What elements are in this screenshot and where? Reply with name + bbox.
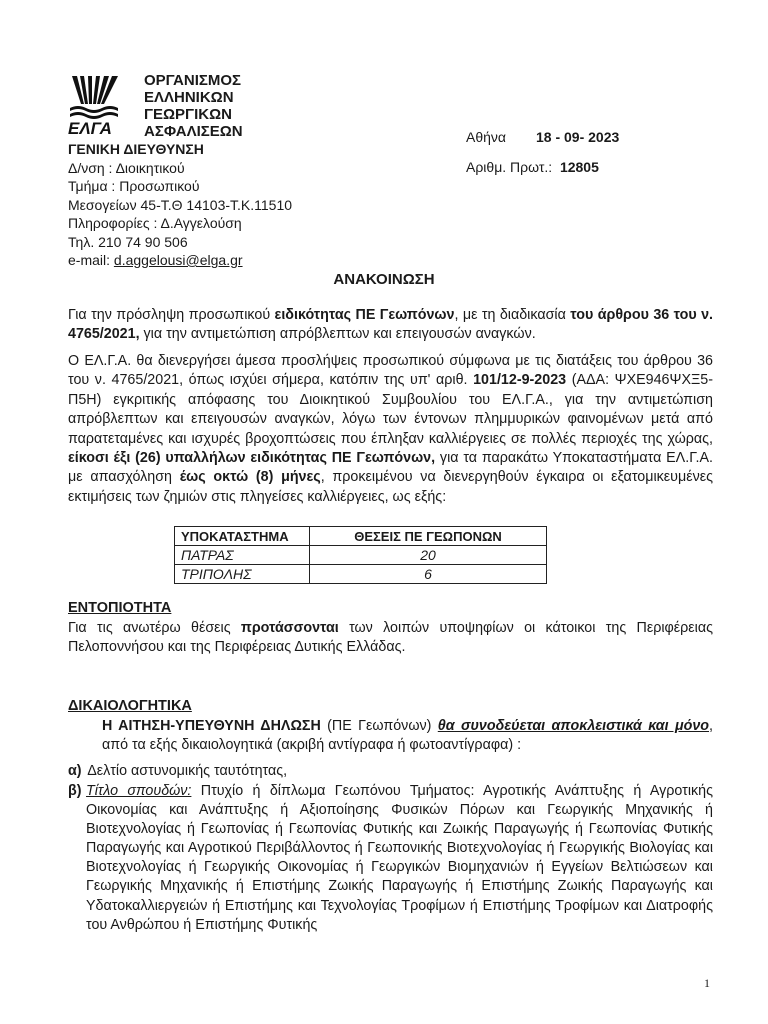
locality-heading: ΕΝΤΟΠΙΟΤΗΤΑ <box>68 600 172 616</box>
elga-logo <box>68 74 126 136</box>
text: Για την πρόσληψη προσωπικού <box>68 307 275 323</box>
date: 18 - 09- 2023 <box>536 129 620 145</box>
email-link[interactable]: d.aggelousi@elga.gr <box>113 252 243 268</box>
phone: Τηλ. 210 74 90 506 <box>68 233 188 250</box>
bold-text: Η ΑΙΤΗΣΗ-ΥΠΕΥΘΥΝΗ ΔΗΛΩΣΗ <box>102 718 321 734</box>
email-label: e-mail: <box>68 252 114 268</box>
documents-heading: ΔΙΚΑΙΟΛΟΓΗΤΙΚΑ <box>68 698 192 714</box>
list-body <box>86 782 713 935</box>
date-protocol <box>466 122 619 182</box>
organization-name <box>144 72 243 140</box>
list-text: Δελτίο αστυνομικής ταυτότητας, <box>87 763 288 779</box>
bold-text: ειδικότητας ΠΕ Γεωπόνων <box>274 307 455 323</box>
list-label: α) <box>68 763 82 779</box>
sender-block <box>68 140 292 270</box>
locality-paragraph <box>68 619 713 658</box>
text: (ΑΔΑ: ΨΧΕ946ΨΧΞ5-Π5Η) εγκριτικής απόφασης του Διοικητικού Συμβουλίου του ΕΛ.Γ.Α., για την αντιμετώπιση απρόβλεπτων και επειγουσών αναγκών, λόγω των έντονων πλημμυρικών φαινομένων μετά από παρατεταμένες και ισχυρές βροχοπτώσεις που έπληξαν καλλιέργειες σε πολλές περιοχές της χώρας, <box>68 372 713 447</box>
list-label: β) <box>68 783 82 799</box>
text: Ο ΕΛ.Γ.Α. θα διενεργήσει άμεσα προσλήψεις προσωπικού σύμφωνα με τις διατάξεις του άρθρου 36 του ν. 4765/2021, όπως ισχύει σήμερα, κατόπιν της υπ' αριθ. <box>68 353 713 389</box>
text: των λοιπών υποψηφίων οι κάτοικοι της Περιφέρειας Πελοποννήσου και της Περιφέρειας Δυτικής Ελλάδας. <box>68 620 713 656</box>
table-header-row <box>175 527 547 546</box>
org-name-line: ΟΡΓΑΝΙΣΜΟΣ <box>144 72 242 89</box>
bold-text: προτάσσονται <box>240 620 339 636</box>
directorate: ΓΕΝΙΚΗ ΔΙΕΥΘΥΝΣΗ <box>68 141 204 157</box>
document-title: ΑΝΑΚΟΙΝΩΣΗ <box>333 271 435 288</box>
documents-intro <box>68 717 713 756</box>
city: Αθήνα <box>466 129 507 145</box>
logo-text: ΕΛΓΑ <box>68 119 112 136</box>
elga-emblem-icon <box>68 74 126 136</box>
body-paragraph <box>68 352 713 507</box>
text: (ΠΕ Γεωπόνων) <box>320 718 438 734</box>
list-text: Πτυχίο ή δίπλωμα Γεωπόνου Τμήματος: Αγροτικής Ανάπτυξης ή Αγροτικής Οικονομίας και Ανάπτυξης ή Αξιοποίησης Φυσικών Πόρων και Γεωργικής Μηχανικής ή Βιοτεχνολογίας ή Γεωπονίας ή Γεωπονίας Φυτικής και Ζωικής Παραγωγής ή Γεωπονίας Φυτικής Παραγωγής και Αγροτικού Περιβάλλοντος ή Γεωπονικής Βιοτεχνολογίας ή Γεωργικής Βιολογίας και Βιοτεχνολογίας ή Γεωργικής Οικονομίας ή Γεωργικών Βιομηχανιών ή Εγγείων Βελτιώσεων και Γεωργικής Μηχανικής ή Επιστήμης Ζωικής Παραγωγής ή Επιστήμης Ζωικής Παραγωγής και Υδατοκαλλιεργειών ή Επιστήμης και Τεχνολογίας Τροφίμων ή Επιστήμης Τροφίμων και Διατροφής του Ανθρώπου ή Επιστήμης Φυτικής <box>86 783 713 933</box>
branch-name: ΠΑΤΡΑΣ <box>175 546 310 565</box>
branch-name: ΤΡΙΠΟΛΗΣ <box>175 565 310 584</box>
bold-text: 101/12-9-2023 <box>473 372 567 389</box>
table-row <box>175 565 547 584</box>
positions-count: 6 <box>310 565 547 584</box>
page-number: 1 <box>704 976 710 990</box>
text: για τα παρακάτω Υποκαταστήματα ΕΛ.Γ.Α. με απασχόληση <box>68 450 713 486</box>
org-name-line: ΕΛΛΗΝΙΚΩΝ <box>144 89 234 106</box>
branches-table <box>174 526 547 584</box>
department: Τμήμα : Προσωπικού <box>68 178 200 194</box>
bold-text: είκοσι έξι (26) υπαλλήλων ειδικότητας ΠΕ Γεωπόνων, <box>68 450 436 467</box>
text: , από τα εξής δικαιολογητικά (ακριβή αντίγραφα ή φωτοαντίγραφα) : <box>102 718 713 754</box>
positions-count: 20 <box>310 546 547 565</box>
info-contact: Πληροφορίες : Δ.Αγγελούση <box>68 215 242 231</box>
text: για την αντιμετώπιση απρόβλεπτων και επειγουσών αναγκών. <box>139 326 536 343</box>
email-line <box>68 251 292 270</box>
list-item <box>68 762 713 781</box>
protocol-label: Αριθμ. Πρωτ.: <box>466 159 553 175</box>
text: , με τη διαδικασία <box>454 307 571 323</box>
text: Για τις ανωτέρω θέσεις <box>68 620 241 636</box>
address: Μεσογείων 45-Τ.Θ 14103-Τ.Κ.11510 <box>68 196 293 213</box>
bold-text: του άρθρου 36 του ν. 4765/2021, <box>68 307 713 343</box>
list-item <box>68 782 713 935</box>
emphasis-text: θα συνοδεύεται αποκλειστικά και μόνο <box>437 718 710 734</box>
table-header: ΘΕΣΕΙΣ ΠΕ ΓΕΩΠΟΝΩΝ <box>310 527 547 546</box>
list-lead: Τίτλο σπουδών: <box>86 783 192 799</box>
org-name-line: ΑΣΦΑΛΙΣΕΩΝ <box>144 123 243 140</box>
division: Δ/νση : Διοικητικού <box>68 159 185 176</box>
intro-paragraph <box>68 306 713 345</box>
table-row <box>175 546 547 565</box>
protocol-number: 12805 <box>559 159 599 175</box>
text: , προκειμένου να διενεργηθούν έγκαιρα οι εξατομικευμένες εκτιμήσεις των ζημιών στις πληγείσες καλλιέργειες, ως εξής: <box>68 469 713 505</box>
bold-text: έως οκτώ (8) μήνες <box>179 469 321 486</box>
table-header: ΥΠΟΚΑΤΑΣΤΗΜΑ <box>175 527 310 546</box>
org-name-line: ΓΕΩΡΓΙΚΩΝ <box>144 106 232 123</box>
